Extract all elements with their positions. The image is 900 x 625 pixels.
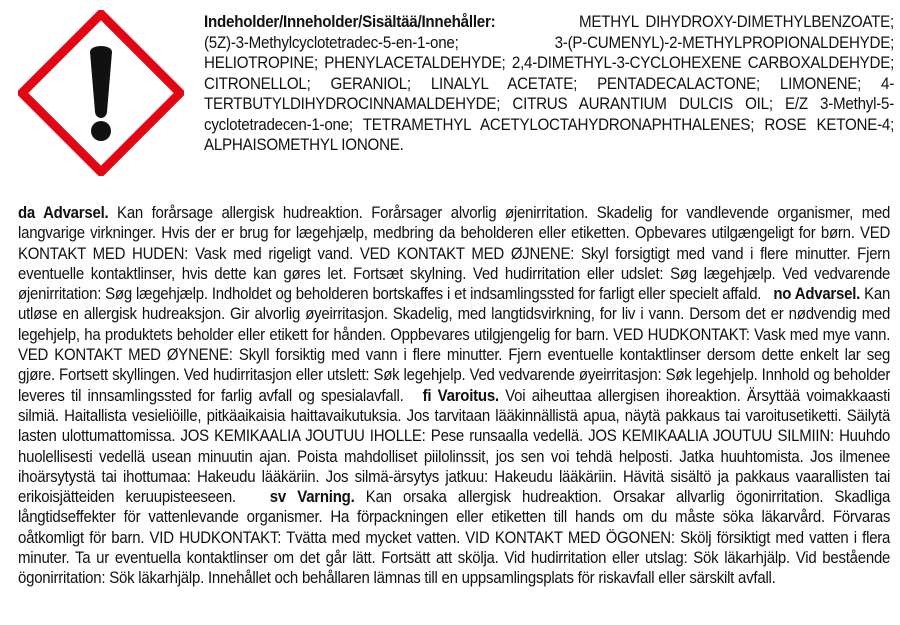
ingredients-heading: Indeholder/Inneholder/Sisältää/Innehåller:: [204, 13, 496, 31]
warning-label-sv: sv Varning.: [269, 488, 355, 507]
ingredients-spacer: [502, 13, 572, 31]
warning-text-no: Kan utløse en allergisk hudreaksjon. Gir alvorlig øyeirritasjon. Skadelig, med langtidsvirkning, for liv i vann. Dersom det er nødvendig med legehjelp, ha produktets beholder eller etikett for hånden. Oppbevares utilgjengelig for barn. VED HUDKONTAKT: Vask med mye vann. VED KONTAKT MED ØYNENE: Skyll forsiktig med vann i flere minutter. Fjern eventuelle kontaktlinser dersom dette enkelt lar seg gjøre. Fortsett skyllingen. Ved hudirritasjon eller utslett: Søk legehjelp. Ved vedvarende øyeirritasjon: Søk legehjelp. Innhold og beholder leveres til innsamlingssted for farlig avfall og spesialavfall.: [18, 285, 891, 405]
warning-text-fi: Voi aiheuttaa allergisen ihoreaktion. Ärsyttää voimakkaasti silmiä. Haitallista vesieliöille, pitkäaikaisia haittavaikutuksia. Jos tarvitaan lääkinnällistä apua, näytä pakkaus tai varoitusetiketti. Säilytä lasten ulottumattomissa. JOS KEMIKAALIA JOUTUU IHOLLE: Pese runsaalla vedellä. JOS KEMIKAALIA JOUTUU SILMIIN: Huuhdo huolellisesti vedellä usean minuutin ajan. Poista mahdolliset piilolinssit, jos sen voi tehdä helposti. Jatka huuhtomista. Jos ilmenee ihoärsytystä tai ihottumaa: Hakeudu lääkäriin. Jos silmä-ärsytys jatkuu: Hakeudu lääkäriin. Hävitä sisältö ja pakkaus vaarallisten tai erikoisjätteiden keruupisteeseen.: [18, 386, 891, 507]
warning-block-da: [18, 204, 890, 303]
ingredients-list: [204, 12, 894, 156]
exclamation-mark-ghs07-icon: [18, 10, 184, 176]
warning-text-da: Kan forårsage allergisk hudreaktion. Forårsager alvorlig øjenirritation. Skadelig for vandlevende organismer, med langvarige virkninger. Hvis der er brug for lægehjælp, medbring da beholderen eller etiketten. Opbevares utilgængeligt for børn. VED KONTAKT MED HUDEN: Vask med rigeligt vand. VED KONTAKT MED ØJNENE: Skyl forsigtigt med vand i flere minutter. Fjern eventuelle kontaktlinser, hvis dette kan gøres let. Fortsæt skylning. Ved hudirritation eller udslet: Søg lægehjælp. Ved vedvarende øjenirritation: Søg lægehjælp. Indholdet og beholderen bortskaffes i et indsamlingssted for farligt eller specielt affald.: [18, 204, 891, 304]
warning-label-da: da Advarsel.: [18, 204, 109, 222]
warning-label-no: no Advarsel.: [773, 285, 861, 304]
warning-statements: [18, 203, 890, 589]
warning-label-fi: fi Varoitus.: [422, 386, 499, 405]
ingredients-text: METHYL DIHYDROXY-DIMETHYLBENZOATE; (5Z)-3-Methylcyclotetradec-5-en-1-one; 3-(P-CUMENYL)-2-METHYLPROPIONALDEHYDE; HELIOTROPINE; PHENYLACETALDEHYDE; 2,4-DIMETHYL-3-CYCLOHEXENE CARBOXALDEHYDE; CITRONELLOL; GERANIOL; LINALYL ACETATE; PENTADECALACTONE; LIMONENE; 4-TERTBUTYLDIHYDROCINNAMALDEHYDE; CITRUS AURANTIUM DULCIS OIL; E/Z 3-Methyl-5-cyclotetradecen-1-one; TETRAMETHYL ACETYLOCTAHYDRONAPHTHALENES; ROSE KETONE-4; ALPHAISOMETHYL IONONE.: [204, 13, 895, 154]
exclamation-dot: [91, 121, 111, 141]
warning-text-sv: Kan orsaka allergisk hudreaktion. Orsakar allvarlig ögonirritation. Skadliga långtidseffekter för vattenlevande organismer. Ha förpackningen eller etiketten till hands om du måste söka läkarvård. Förvaras oåtkomligt för barn. VID HUDKONTAKT: Tvätta med mycket vatten. VID KONTAKT MED ÖGONEN: Skölj försiktigt med vatten i flera minuter. Ta ur eventuella kontaktlinser om det går lätt. Fortsätt att skölja. Vid hudirritation eller utslag: Sök läkarhjälp. Vid bestående ögonirritation: Sök läkarhjälp. Innehållet och behållaren lämnas till en uppsamlingsplats för riskavfall eller särskilt avfall.: [18, 488, 891, 588]
